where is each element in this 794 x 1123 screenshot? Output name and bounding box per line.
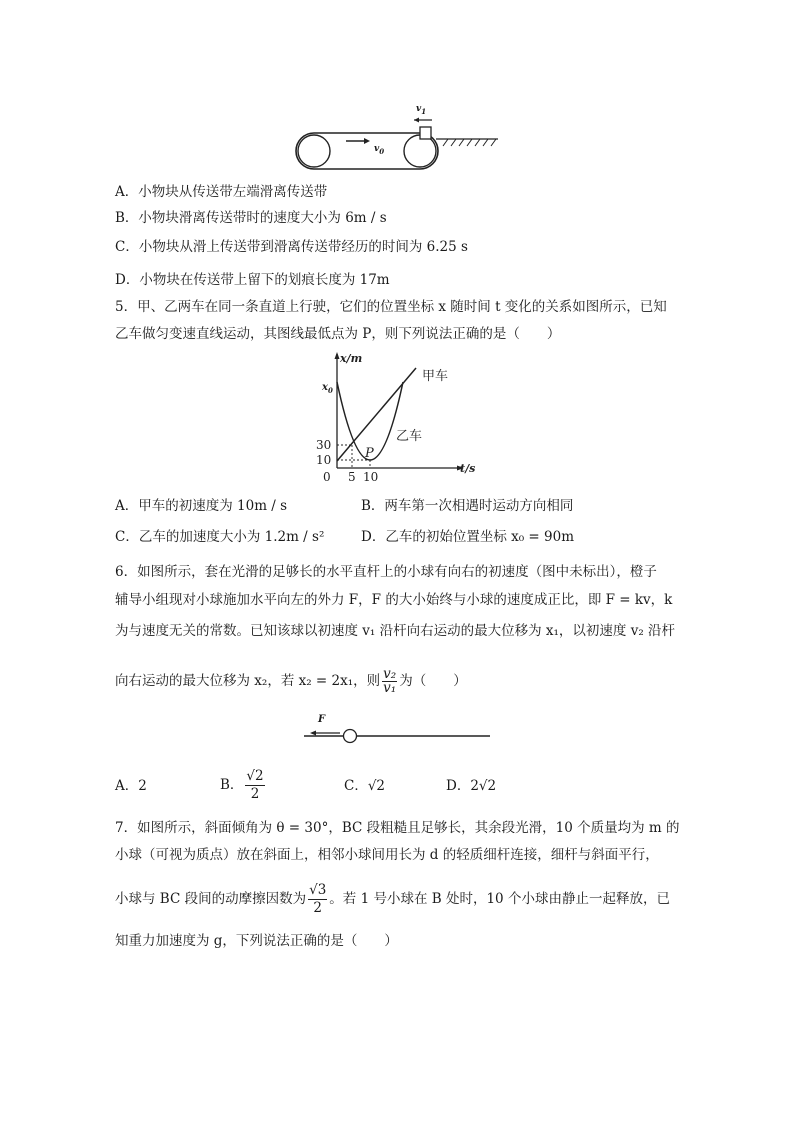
q6-option-a: A．2 (115, 778, 147, 794)
q5-xt-graph (310, 350, 480, 485)
origin-label: 0 (323, 470, 331, 484)
q7-stem-line2: 小球（可视为质点）放在斜面上，相邻小球间用长为 d 的轻质细杆连接，细杆与斜面平行， (115, 847, 659, 863)
tick-10: 10 (316, 453, 332, 467)
v1-label: $v_1$ (416, 104, 427, 116)
q5-option-b: B．两车第一次相遇时运动方向相同 (361, 498, 574, 514)
q6-option-d: D．2√2 (446, 778, 497, 794)
tick-10t: 10 (363, 470, 379, 484)
sqrt3-over-2-fraction: $\frac{√3}{2}$ (309, 882, 327, 916)
q4-option-d: D．小物块在传送带上留下的划痕长度为 17m (115, 272, 390, 288)
car-b-label: 乙车 (396, 429, 423, 444)
v0-label: $v_0$ (374, 144, 385, 156)
q4-option-b: B．小物块滑离传送带时的速度大小为 6m / s (115, 210, 387, 226)
q5-option-a: A．甲车的初速度为 10m / s (115, 498, 288, 514)
car-a-label: 甲车 (422, 369, 449, 384)
q6-option-b: B． $\frac{√2}{2}$ (220, 768, 264, 802)
q7-stem-line1: 7．如图所示，斜面倾角为 θ = 30°，BC 段粗糙且足够长，其余段光滑，10 个质量均为 m 的 (115, 820, 680, 836)
q5-option-d: D．乙车的初始位置坐标 x₀ = 90m (361, 529, 575, 545)
q4-option-c: C．小物块从滑上传送带到滑离传送带经历的时间为 6.25 s (115, 239, 468, 255)
tick-5: 5 (348, 470, 356, 484)
q5-stem-line1: 5．甲、乙两车在同一条直道上行驶，它们的位置坐标 x 随时间 t 变化的关系如图所示，已知 (115, 299, 667, 315)
rod-ball-figure (300, 712, 495, 747)
x0-label: $x_0$ (322, 382, 333, 395)
conveyor-belt-figure (292, 100, 507, 175)
v2-over-v1-fraction: $\frac{\text{v₂}}{\text{v₁}}$ (383, 666, 397, 696)
point-p-label: P (365, 446, 374, 461)
q6-stem-line1: 6．如图所示，套在光滑的足够长的水平直杆上的小球有向右的初速度（图中未标出），橙子 (115, 564, 657, 580)
sqrt2-over-2-fraction: $\frac{√2}{2}$ (246, 768, 264, 802)
q6-stem-line4: 向右运动的最大位移为 x₂，若 x₂ = 2x₁，则 $\frac{\text{v₂}}{\text{v₁}}$ 为（ ） (115, 666, 467, 696)
q5-option-c: C．乙车的加速度大小为 1.2m / s² (115, 529, 325, 545)
force-f-label: F (318, 714, 326, 725)
q5-stem-line2: 乙车做匀变速直线运动，其图线最低点为 P，则下列说法正确的是（ ） (115, 326, 561, 342)
q6-stem-line3: 为与速度无关的常数。已知该球以初速度 v₁ 沿杆向右运动的最大位移为 x₁，以初速度 v₂ 沿杆 (115, 623, 676, 639)
car-a-line (337, 368, 416, 461)
q7-stem-line4: 知重力加速度为 g，下列说法正确的是（ ） (115, 933, 398, 949)
q7-stem-line3: 小球与 BC 段间的动摩擦因数为 $\frac{√3}{2}$ 。若 1 号小球在 B 处时，10 个小球由静止一起释放，已 (115, 882, 670, 916)
tick-30: 30 (316, 438, 332, 452)
x-axis-label: t/s (460, 462, 476, 475)
y-axis-label: x/m (340, 352, 363, 365)
q6-option-c: C．√2 (344, 778, 386, 794)
q6-stem-line2: 辅导小组现对小球施加水平向左的外力 F，F 的大小始终与小球的速度成正比，即 F = kv，k (115, 592, 673, 608)
q4-option-a: A．小物块从传送带左端滑离传送带 (115, 184, 328, 200)
